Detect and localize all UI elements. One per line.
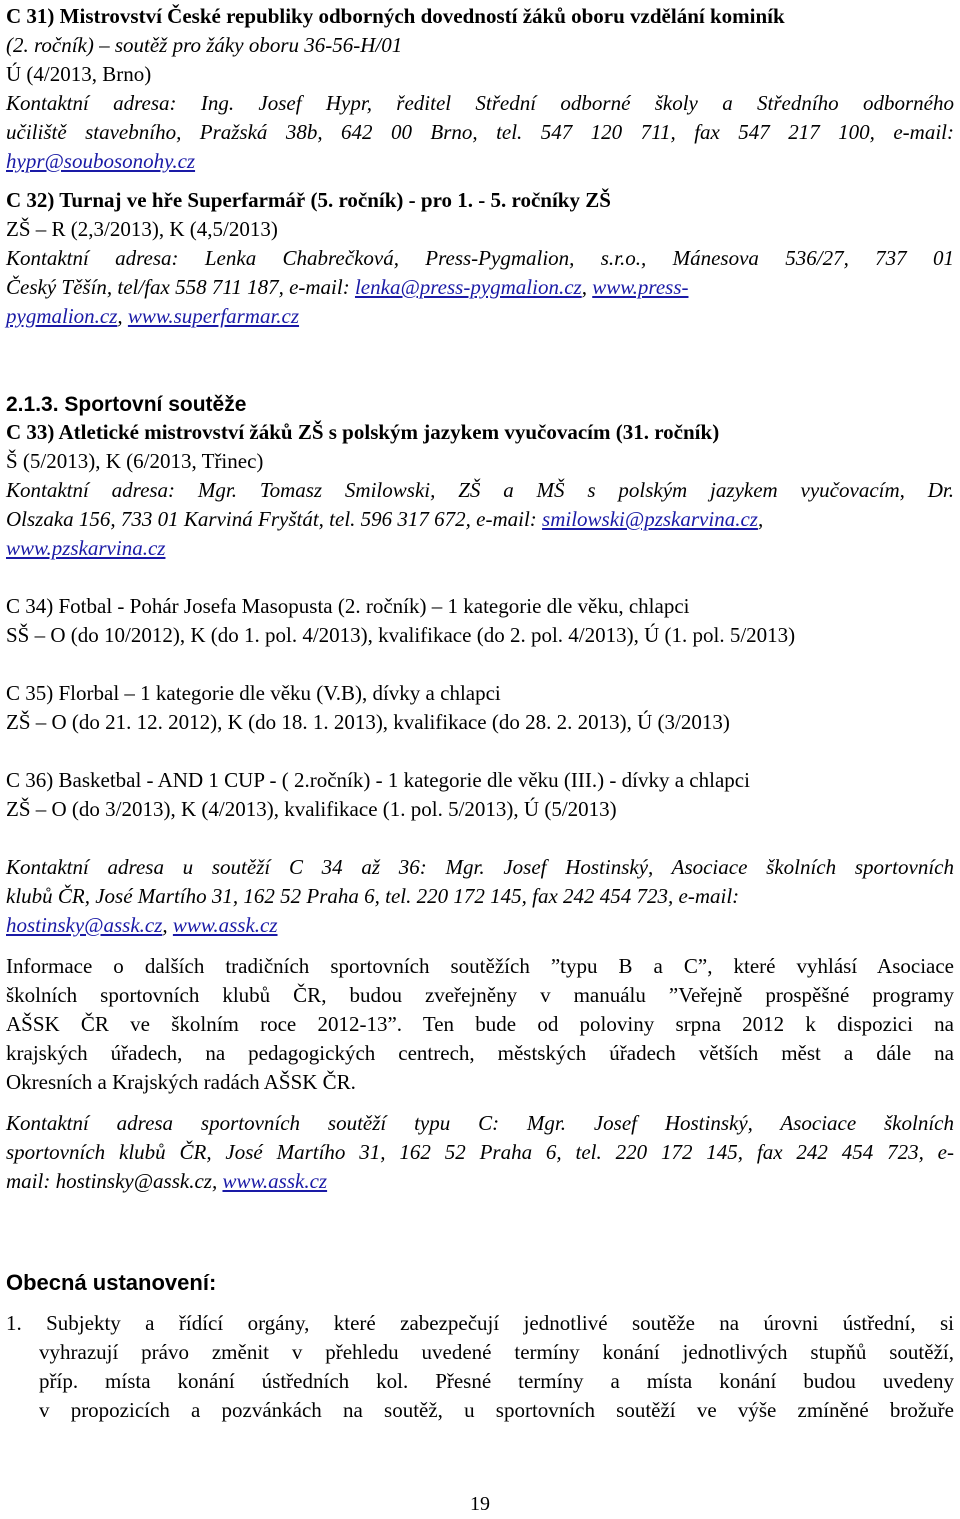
c32-sep2: ,: [117, 304, 128, 328]
c33-contact-line2: [6, 505, 763, 534]
c32-contact-line2: [6, 273, 954, 302]
c31-line3: Ú (4/2013, Brno): [6, 62, 152, 86]
c33-contact-text: Olszaka 156, 733 01 Karviná Fryštát, tel. 596 317 672, e-mail:: [6, 507, 543, 531]
contact1-web-link[interactable]: www.assk.cz: [172, 913, 278, 937]
c31-contact-line1: Kontaktní adresa: Ing. Josef Hypr, ředitel Střední odborné školy a Středního odborného: [6, 91, 954, 115]
contact2-line1: Kontaktní adresa sportovních soutěží typu C: Mgr. Josef Hostinský, Asociace školních: [6, 1111, 954, 1135]
c31-line2: (2. ročník) – soutěž pro žáky oboru 36-56-H/01: [6, 33, 403, 57]
info-line1: Informace o dalších tradičních sportovních soutěžích ”typu B a C”, které vyhlásí Asociace: [6, 954, 954, 978]
c32-contact-text: Český Těšín, tel/fax 558 711 187, e-mail:: [6, 275, 355, 299]
contact1-line1: Kontaktní adresa u soutěží C 34 až 36: Mgr. Josef Hostinský, Asociace školních sportovních: [6, 855, 954, 879]
contact2-mail-text: mail: hostinsky@assk.cz,: [6, 1169, 223, 1193]
c32-web-link-cont[interactable]: pygmalion.cz: [6, 304, 118, 328]
c31-contact-line2: učiliště stavebního, Pražská 38b, 642 00 Brno, tel. 547 120 711, fax 547 217 100, e-mail:: [6, 120, 954, 144]
contact2-web-link[interactable]: www.assk.cz: [222, 1169, 328, 1193]
general-item1-line1: 1. Subjekty a řídící orgány, které zabezpečují jednotlivé soutěže na úrovni ústřední, si: [6, 1311, 954, 1335]
c32-title: C 32) Turnaj ve hře Superfarmář (5. ročník) - pro 1. - 5. ročníky ZŠ: [6, 188, 611, 212]
info-line3: AŠSK ČR ve školním roce 2012-13”. Ten bude od poloviny srpna 2012 k dispozici na: [6, 1012, 954, 1036]
contact2-line2: sportovních klubů ČR, José Martího 31, 162 52 Praha 6, tel. 220 172 145, fax 242 454 723, e-: [6, 1140, 954, 1164]
contact1-email-link[interactable]: hostinsky@assk.cz: [6, 913, 163, 937]
c35-line2: ZŠ – O (do 21. 12. 2012), K (do 18. 1. 2013), kvalifikace (do 28. 2. 2013), Ú (3/2013): [6, 710, 730, 734]
general-item1-line3: příp. místa konání ústředních kol. Přesné termíny a místa konání budou uvedeny: [39, 1369, 954, 1393]
c33-web-link[interactable]: www.pzskarvina.cz: [6, 536, 166, 560]
c33-line2: Š (5/2013), K (6/2013, Třinec): [6, 449, 264, 473]
general-item1-line2: vyhrazují právo změnit v přehledu uvedené termíny konání jednotlivých stupňů soutěží,: [39, 1340, 954, 1364]
contact1-line2: klubů ČR, José Martího 31, 162 52 Praha 6, tel. 220 172 145, fax 242 454 723, e-mail:: [6, 884, 740, 908]
c31-title: [6, 2, 785, 31]
info-line4: krajských úřadech, na pedagogických centrech, městských úřadech větších měst a dále na: [6, 1041, 954, 1065]
general-item1-line4: v propozicích a pozvánkách na soutěž, u sportovních soutěží ve výše zmíněné brožuře: [39, 1398, 954, 1422]
c32-sep: ,: [581, 275, 593, 299]
c32-contact-line1: Kontaktní adresa: Lenka Chabrečková, Press-Pygmalion, s.r.o., Mánesova 536/27, 737 01: [6, 246, 954, 270]
c34-title: C 34) Fotbal - Pohár Josefa Masopusta (2. ročník) – 1 kategorie dle věku, chlapci: [6, 594, 690, 618]
c33-sep: ,: [757, 507, 764, 531]
contact1-sep: ,: [162, 913, 173, 937]
c31-title-text: C 31) Mistrovství České republiky odborných dovedností žáků oboru vzdělání kominík: [6, 4, 785, 28]
info-line5: Okresních a Krajských radách AŠSK ČR.: [6, 1070, 356, 1094]
c31-email-link[interactable]: hypr@soubosonohy.cz: [6, 149, 196, 173]
c36-line2: ZŠ – O (do 3/2013), K (4/2013), kvalifikace (1. pol. 5/2013), Ú (5/2013): [6, 797, 617, 821]
c33-contact-line1: Kontaktní adresa: Mgr. Tomasz Smilowski, ZŠ a MŠ s polským jazykem vyučovacím, Dr.: [6, 478, 954, 502]
c36-title: C 36) Basketbal - AND 1 CUP - ( 2.ročník) - 1 kategorie dle věku (III.) - dívky a chlapci: [6, 768, 750, 792]
c34-line2: SŠ – O (do 10/2012), K (do 1. pol. 4/2013), kvalifikace (do 2. pol. 4/2013), Ú (1. pol. 5/2013): [6, 623, 796, 647]
c33-email-link[interactable]: smilowski@pzskarvina.cz: [542, 507, 758, 531]
c32-email-link[interactable]: lenka@press-pygmalion.cz: [354, 275, 582, 299]
c32-web-link[interactable]: www.press-: [592, 275, 689, 299]
section-heading-sports: 2.1.3. Sportovní soutěže: [6, 393, 247, 416]
c32-web2-link[interactable]: www.superfarmar.cz: [127, 304, 300, 328]
c35-title: C 35) Florbal – 1 kategorie dle věku (V.B), dívky a chlapci: [6, 681, 501, 705]
info-line2: školních sportovních klubů ČR, budou zveřejněny v manuálu ”Veřejně prospěšné programy: [6, 983, 954, 1007]
c33-title: C 33) Atletické mistrovství žáků ZŠ s polským jazykem vyučovacím (31. ročník): [6, 420, 720, 444]
general-heading: Obecná ustanovení:: [6, 1270, 217, 1295]
page-number: 19: [470, 1493, 490, 1515]
c32-line2: ZŠ – R (2,3/2013), K (4,5/2013): [6, 217, 278, 241]
